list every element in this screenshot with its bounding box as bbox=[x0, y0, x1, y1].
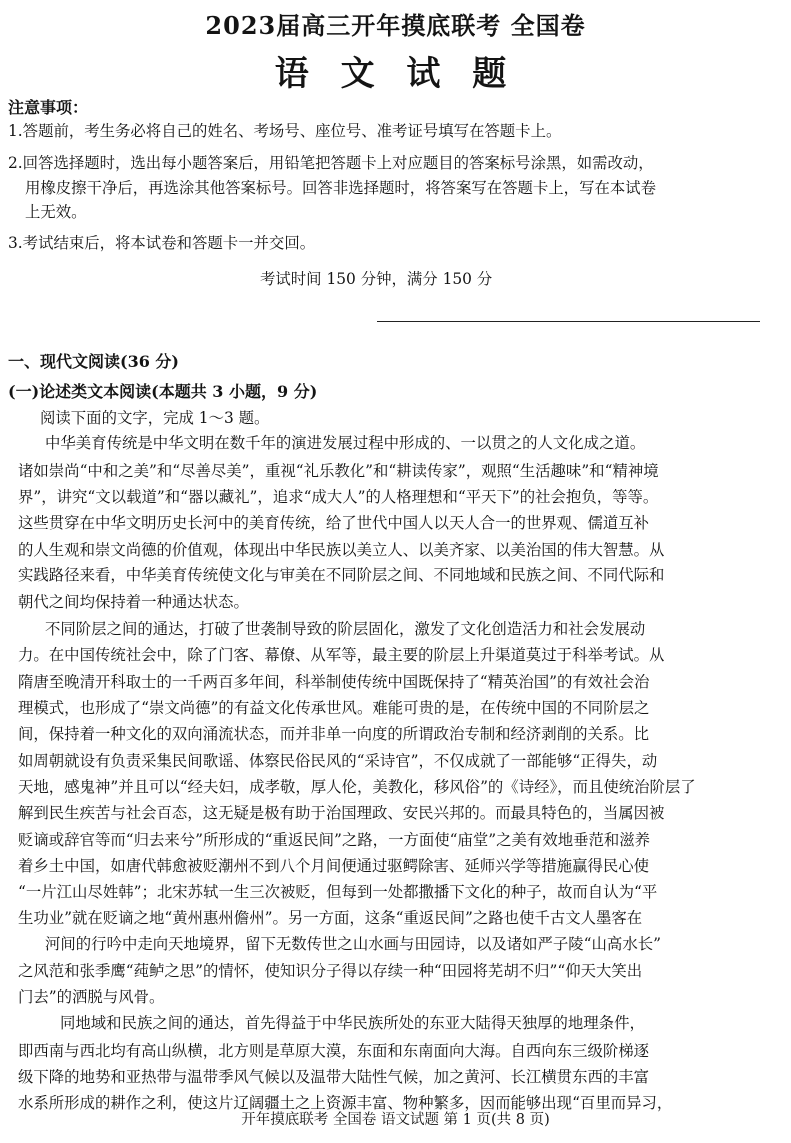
subsection-title: (一)论述类文本阅读(本题共 3 小题，9 分) bbox=[8, 382, 318, 401]
article-line: 级下降的地势和亚热带与温带季风气候以及温带大陆性气候，加之黄河、长江横贯东西的丰富 bbox=[18, 1068, 650, 1086]
article-line: 不同阶层之间的通达，打破了世袭制导致的阶层固化，激发了文化创造活力和社会发展动 bbox=[45, 620, 646, 638]
article-line: 这些贯穿在中华文明历史长河中的美育传统，给了世代中国人以天人合一的世界观、儒道互补 bbox=[18, 514, 650, 532]
exam-time: 考试时间 150 分钟，满分 150 分 bbox=[260, 270, 493, 288]
article-line: 水系所形成的耕作之利，使这片辽阔疆土之上资源丰富、物种繁多，因而能够出现“百里而异习， bbox=[18, 1094, 673, 1112]
notice-line: 2.回答选择题时，选出每小题答案后，用铅笔把答题卡上对应题目的答案标号涂黑，如需改动， bbox=[8, 154, 654, 172]
article-line: 生功业”就在贬谪之地“黄州惠州儋州”。另一方面，这条“重返民间”之路也使千古文人墨客在 bbox=[18, 909, 643, 927]
article-line: 即西南与西北均有高山纵横，北方则是草原大漠，东面和东南面向大海。自西向东三级阶梯逐 bbox=[18, 1042, 650, 1060]
notice-line: 上无效。 bbox=[25, 203, 87, 221]
divider-line bbox=[377, 321, 760, 322]
exam-title: 2023届高三开年摸底联考 全国卷 bbox=[205, 11, 586, 40]
subject-title: 语 文 试 题 bbox=[274, 54, 517, 94]
page-footer: 开年摸底联考 全国卷 语文试题 第 1 页(共 8 页) bbox=[241, 1112, 550, 1128]
article-line: 中华美育传统是中华文明在数千年的演进发展过程中形成的、一以贯之的人文化成之道。 bbox=[45, 434, 646, 452]
notice-line: 1.答题前，考生务必将自己的姓名、考场号、座位号、准考证号填写在答题卡上。 bbox=[8, 122, 562, 140]
notice-line: 3.考试结束后，将本试卷和答题卡一并交回。 bbox=[8, 234, 316, 252]
article-line: 间，保持着一种文化的双向涌流状态，而并非单一向度的所谓政治专制和经济剥削的关系。比 bbox=[18, 725, 650, 743]
article-line: 的人生观和崇文尚德的价值观，体现出中华民族以美立人、以美齐家、以美治国的伟大智慧。从 bbox=[18, 541, 665, 559]
instruction: 阅读下面的文字，完成 1～3 题。 bbox=[40, 409, 270, 427]
article-line: 隋唐至晚清开科取士的一千两百多年间，科举制使传统中国既保持了“精英治国”的有效社会治 bbox=[18, 673, 650, 691]
article-line: 朝代之间均保持着一种通达状态。 bbox=[18, 593, 249, 611]
article-line: 实践路径来看，中华美育传统使文化与审美在不同阶层之间、不同地域和民族之间、不同代际和 bbox=[18, 566, 665, 584]
article-line: 解到民生疾苦与社会百态，这无疑是极有助于治国理政、安民兴邦的。而最具特色的，当属因被 bbox=[18, 804, 665, 822]
notice-line: 用橡皮擦干净后，再选涂其他答案标号。回答非选择题时，将答案写在答题卡上，写在本试卷 bbox=[25, 179, 657, 197]
article-line: “一片江山尽姓韩”；北宋苏轼一生三次被贬，但每到一处都撒播下文化的种子，故而自认为“平 bbox=[18, 883, 658, 901]
article-line: 如周朝就设有负责采集民间歌谣、体察民俗民风的“采诗官”，不仅成就了一部能够“正得失，动 bbox=[18, 752, 658, 770]
article-line: 同地域和民族之间的通达，首先得益于中华民族所处的东亚大陆得天独厚的地理条件， bbox=[60, 1014, 645, 1032]
article-line: 理模式，也形成了“崇文尚德”的有益文化传承世风。难能可贵的是，在传统中国的不同阶层之 bbox=[18, 699, 650, 717]
section-title: 一、现代文阅读(36 分) bbox=[8, 352, 179, 371]
article-line: 贬谪或辞官等而“归去来兮”所形成的“重返民间”之路，一方面使“庙堂”之美有效地垂范和滋养 bbox=[18, 831, 651, 849]
notice-heading: 注意事项： bbox=[8, 98, 89, 117]
article-line: 天地，感鬼神”并且可以“经夫妇，成孝敬，厚人伦，美教化，移风俗”的《诗经》，而且使统治阶层了 bbox=[18, 778, 696, 796]
article-line: 力。在中国传统社会中，除了门客、幕僚、从军等，最主要的阶层上升渠道莫过于科举考试。从 bbox=[18, 646, 665, 664]
article-line: 河间的行吟中走向天地境界，留下无数传世之山水画与田园诗，以及诸如严子陵“山高水长” bbox=[45, 935, 661, 953]
article-line: 着乡土中国，如唐代韩愈被贬潮州不到八个月间便通过驱鳄除害、延师兴学等措施赢得民心使 bbox=[18, 857, 650, 875]
article-line: 之风范和张季鹰“莼鲈之思”的情怀，使知识分子得以存续一种“田园将芜胡不归”“仰天大笑出 bbox=[18, 962, 643, 980]
article-line: 门去”的洒脱与风骨。 bbox=[18, 988, 165, 1006]
article-line: 界”，讲究“文以载道”和“器以藏礼”，追求“成大人”的人格理想和“平天下”的社会抱负，等等。 bbox=[18, 488, 659, 506]
article-line: 诸如崇尚“中和之美”和“尽善尽美”，重视“礼乐教化”和“耕读传家”，观照“生活趣味”和“精神境 bbox=[18, 462, 659, 480]
